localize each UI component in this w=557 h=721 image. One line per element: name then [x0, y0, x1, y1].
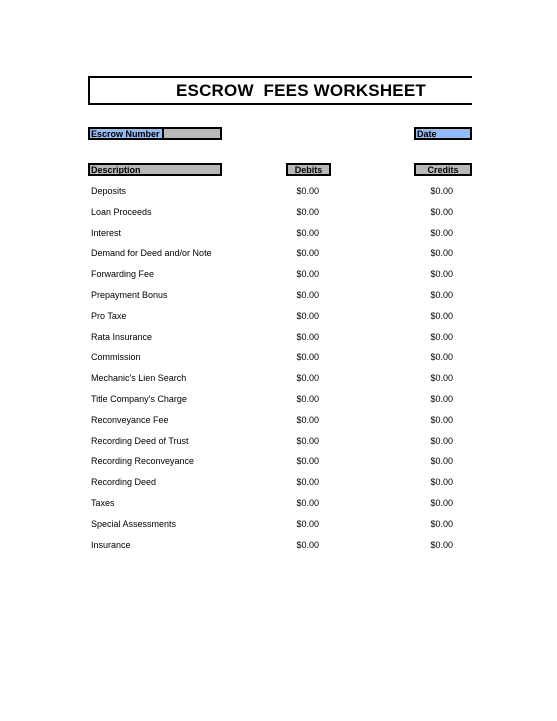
escrow-number-input[interactable] — [162, 129, 220, 138]
row-credit[interactable]: $0.00 — [430, 519, 453, 529]
table-row — [0, 540, 557, 554]
row-debit[interactable]: $0.00 — [296, 332, 319, 342]
row-description: Special Assessments — [91, 519, 177, 529]
date-field[interactable] — [414, 127, 472, 140]
table-row — [0, 311, 557, 325]
row-debit[interactable]: $0.00 — [296, 456, 319, 466]
row-description: Mechanic's Lien Search — [91, 373, 187, 383]
row-debit[interactable]: $0.00 — [296, 540, 319, 550]
row-debit[interactable]: $0.00 — [296, 436, 319, 446]
row-description: Title Company's Charge — [91, 394, 187, 404]
row-debit[interactable]: $0.00 — [296, 394, 319, 404]
row-description: Pro Taxe — [91, 311, 127, 321]
description-header — [88, 163, 222, 176]
table-row — [0, 228, 557, 242]
table-row — [0, 332, 557, 346]
table-row — [0, 477, 557, 491]
row-debit[interactable]: $0.00 — [296, 498, 319, 508]
table-row — [0, 186, 557, 200]
row-description: Forwarding Fee — [91, 269, 155, 279]
row-debit[interactable]: $0.00 — [296, 228, 319, 238]
worksheet-title: ESCROW FEES WORKSHEET — [176, 80, 426, 100]
row-credit[interactable]: $0.00 — [430, 332, 453, 342]
row-credit[interactable]: $0.00 — [430, 498, 453, 508]
row-description: Recording Reconveyance — [91, 456, 195, 466]
row-description: Deposits — [91, 186, 127, 196]
row-description: Interest — [91, 228, 122, 238]
row-credit[interactable]: $0.00 — [430, 415, 453, 425]
escrow-number-label: Escrow Number — [90, 129, 163, 138]
row-credit[interactable]: $0.00 — [430, 228, 453, 238]
table-row — [0, 248, 557, 262]
row-description: Demand for Deed and/or Note — [91, 248, 212, 258]
row-credit[interactable]: $0.00 — [430, 290, 453, 300]
row-credit[interactable]: $0.00 — [430, 248, 453, 258]
description-header-label: Description — [91, 165, 141, 175]
row-credit[interactable]: $0.00 — [430, 186, 453, 196]
table-row — [0, 373, 557, 387]
row-credit[interactable]: $0.00 — [430, 456, 453, 466]
row-debit[interactable]: $0.00 — [296, 269, 319, 279]
table-row — [0, 207, 557, 221]
row-description: Recording Deed — [91, 477, 157, 487]
row-credit[interactable]: $0.00 — [430, 269, 453, 279]
row-credit[interactable]: $0.00 — [430, 394, 453, 404]
row-debit[interactable]: $0.00 — [296, 352, 319, 362]
table-row — [0, 269, 557, 283]
row-credit[interactable]: $0.00 — [430, 373, 453, 383]
table-row — [0, 519, 557, 533]
row-debit[interactable]: $0.00 — [296, 290, 319, 300]
row-description: Reconveyance Fee — [91, 415, 169, 425]
table-row — [0, 456, 557, 470]
worksheet-title-box — [88, 76, 472, 105]
row-description: Rata Insurance — [91, 332, 153, 342]
row-debit[interactable]: $0.00 — [296, 373, 319, 383]
row-debit[interactable]: $0.00 — [296, 248, 319, 258]
row-credit[interactable]: $0.00 — [430, 540, 453, 550]
row-debit[interactable]: $0.00 — [296, 207, 319, 217]
row-credit[interactable]: $0.00 — [430, 311, 453, 321]
row-description: Insurance — [91, 540, 131, 550]
row-debit[interactable]: $0.00 — [296, 311, 319, 321]
row-credit[interactable]: $0.00 — [430, 477, 453, 487]
table-row — [0, 290, 557, 304]
table-row — [0, 498, 557, 512]
date-label: Date — [417, 129, 437, 139]
table-row — [0, 415, 557, 429]
row-description: Commission — [91, 352, 141, 362]
row-credit[interactable]: $0.00 — [430, 352, 453, 362]
credits-header: Credits — [414, 163, 472, 176]
row-description: Taxes — [91, 498, 115, 508]
row-credit[interactable]: $0.00 — [430, 436, 453, 446]
table-row — [0, 436, 557, 450]
table-row — [0, 352, 557, 366]
row-debit[interactable]: $0.00 — [296, 186, 319, 196]
row-description: Recording Deed of Trust — [91, 436, 189, 446]
row-debit[interactable]: $0.00 — [296, 477, 319, 487]
row-debit[interactable]: $0.00 — [296, 519, 319, 529]
row-debit[interactable]: $0.00 — [296, 415, 319, 425]
table-row — [0, 394, 557, 408]
escrow-number-field[interactable] — [88, 127, 222, 140]
row-description: Loan Proceeds — [91, 207, 152, 217]
debits-header: Debits — [286, 163, 331, 176]
row-description: Prepayment Bonus — [91, 290, 168, 300]
row-credit[interactable]: $0.00 — [430, 207, 453, 217]
